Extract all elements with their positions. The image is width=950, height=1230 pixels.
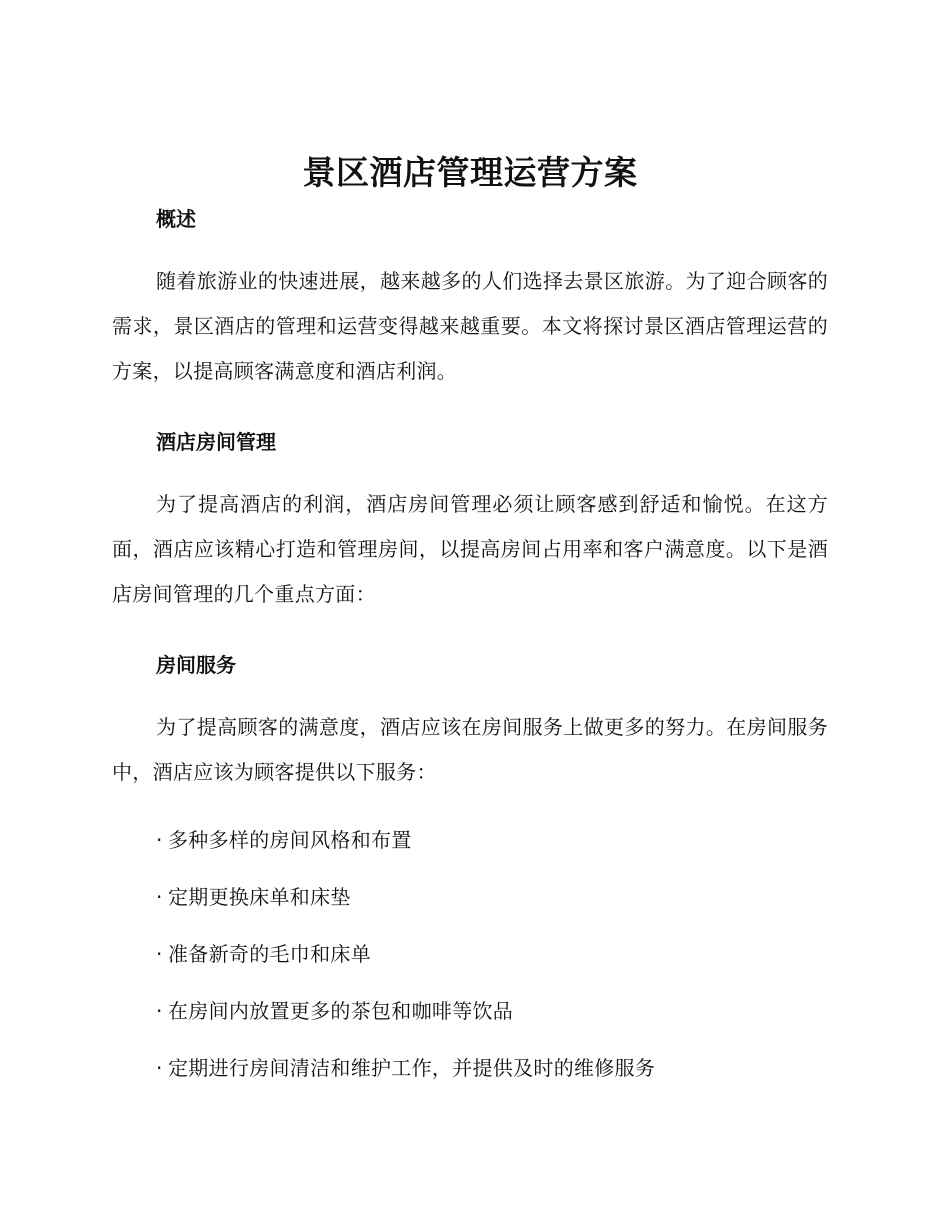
bullet-icon: · [156, 999, 163, 1023]
list-item [112, 939, 828, 969]
service-list [112, 825, 828, 1083]
section-paragraph-overview: 随着旅游业的快速进展，越来越多的人们选择去景区旅游。为了迎合顾客的需求，景区酒店的管理和运营变得越来越重要。本文将探讨景区酒店管理运营的方案，以提高顾客满意度和酒店利润。 [112, 269, 828, 383]
bullet-icon: · [156, 1056, 163, 1080]
bullet-icon: · [156, 885, 163, 909]
list-item [112, 996, 828, 1026]
section-heading-overview: 概述 [156, 207, 196, 231]
section-heading-room-management: 酒店房间管理 [156, 430, 276, 454]
list-item-text: 定期更换床单和床垫 [168, 885, 351, 909]
section-paragraph-room-management: 为了提高酒店的利润，酒店房间管理必须让顾客感到舒适和愉悦。在这方面，酒店应该精心打造和管理房间，以提高房间占用率和客户满意度。以下是酒店房间管理的几个重点方面： [112, 492, 828, 606]
list-item-text: 多种多样的房间风格和布置 [168, 828, 412, 852]
bullet-icon: · [156, 942, 163, 966]
section-paragraph-room-service: 为了提高顾客的满意度，酒店应该在房间服务上做更多的努力。在房间服务中，酒店应该为顾客提供以下服务： [112, 715, 828, 784]
list-item-text: 准备新奇的毛巾和床单 [168, 942, 371, 966]
bullet-icon: · [156, 828, 163, 852]
list-item [112, 825, 828, 855]
list-item [112, 882, 828, 912]
list-item [112, 1053, 828, 1083]
document-title: 景区酒店管理运营方案 [302, 153, 638, 192]
list-item-text: 在房间内放置更多的茶包和咖啡等饮品 [168, 999, 514, 1023]
section-heading-room-service: 房间服务 [156, 653, 236, 677]
list-item-text: 定期进行房间清洁和维护工作，并提供及时的维修服务 [168, 1056, 656, 1080]
